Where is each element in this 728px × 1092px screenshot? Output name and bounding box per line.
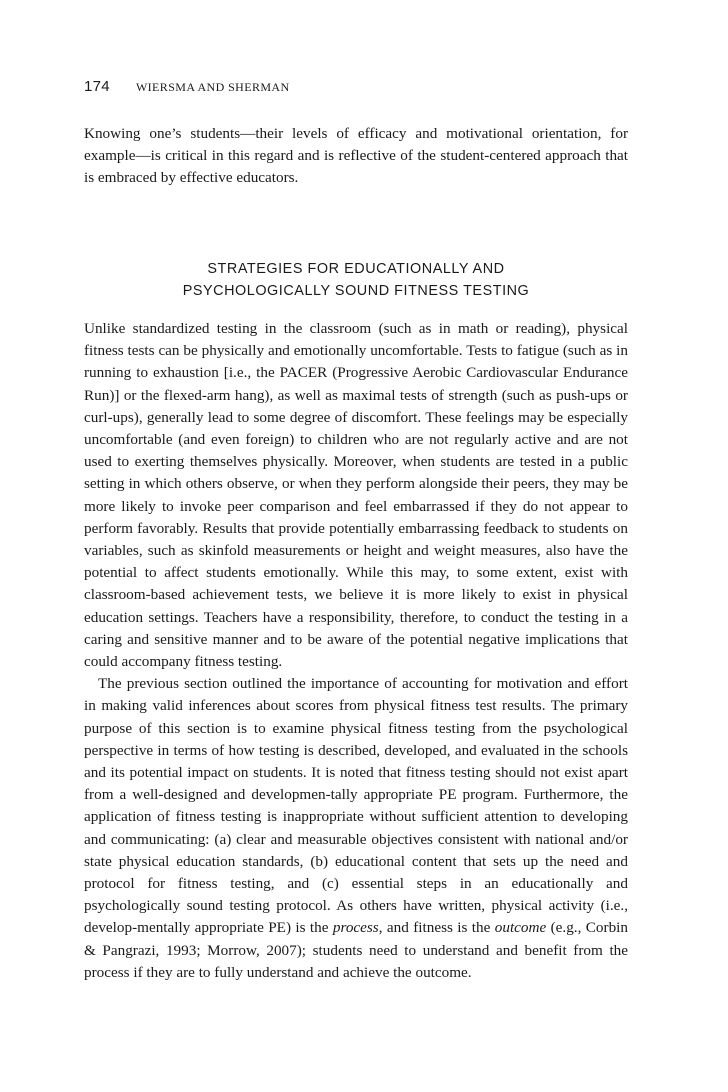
section-heading-line-1: STRATEGIES FOR EDUCATIONALLY AND xyxy=(207,261,505,277)
paragraph-2-text-b: , and fitness is the xyxy=(378,919,495,937)
section-body xyxy=(84,318,628,984)
intro-paragraph: Knowing one’s students—their levels of efficacy and motivational orientation, for example—is critical in this regard and is reflective of the student-centered approach that is embraced by effective educators. xyxy=(84,125,628,187)
body-paragraph-2 xyxy=(84,673,628,984)
page-number: 174 xyxy=(84,78,110,95)
paragraph-2-text-a: The previous section outlined the importance of accounting for motivation and effort in making valid inferences about scores from physical fitness test results. The primary purpose of this section is to examine physical fitness testing from the psychological perspective in terms of how testing is described, developed, and evaluated in the schools and its potential impact on students. It is noted that fitness testing should not exist apart from a well-designed and developmen-tally appropriate PE program. Furthermore, the application of fitness testing is inappropriate without sufficient attention to developing and communicating: (a) clear and measurable objectives consistent with national and/or state physical education standards, (b) educational content that sets up the need and protocol for fitness testing, and (c) essential steps in an educationally and psychologically sound testing protocol. As others have written, physical activity (i.e., develop-mentally appropriate PE) is the xyxy=(84,675,628,937)
section-heading xyxy=(84,258,628,302)
running-head xyxy=(84,78,628,100)
paragraph-2-text-c: (e.g., Corbin & Pangrazi, 1993; Morrow, 2007); students need to understand and benefit from the process if they are to fully understand and achieve the outcome. xyxy=(84,919,628,981)
section-heading-line-2: PSYCHOLOGICALLY SOUND FITNESS TESTING xyxy=(182,283,530,299)
running-title: WIERSMA AND SHERMAN xyxy=(135,80,290,94)
emphasis-outcome: outcome xyxy=(494,919,547,937)
body-paragraph-1: Unlike standardized testing in the classroom (such as in math or reading), physical fitness tests can be physically and emotionally uncomfortable. Tests to fatigue (such as in running to exhaustion [i.e., the PACER (Progressive Aerobic Cardiovascular Endurance Run)] or the flexed-arm hang), as well as maximal tests of strength (such as push-ups or curl-ups), generally lead to some degree of discomfort. These feelings may be especially uncomfortable (and even foreign) to children who are not regularly active and are not used to exerting themselves physically. Moreover, when students are tested in a public setting in which others observe, or when they perform alongside their peers, they may be more likely to invoke peer comparison and feel embarrassed if they do not appear to perform favorably. Results that provide potentially embarrassing feedback to students on variables, such as skinfold measurements or height and weight measures, also have the potential to affect students emotionally. While this may, to some extent, exist with classroom-based achievement tests, we believe it is more likely to exist in physical education settings. Teachers have a responsibility, therefore, to conduct the testing in a caring and sensitive manner and to be aware of the potential negative implications that could accompany fitness testing. xyxy=(84,320,628,671)
emphasis-process: process xyxy=(332,919,379,937)
